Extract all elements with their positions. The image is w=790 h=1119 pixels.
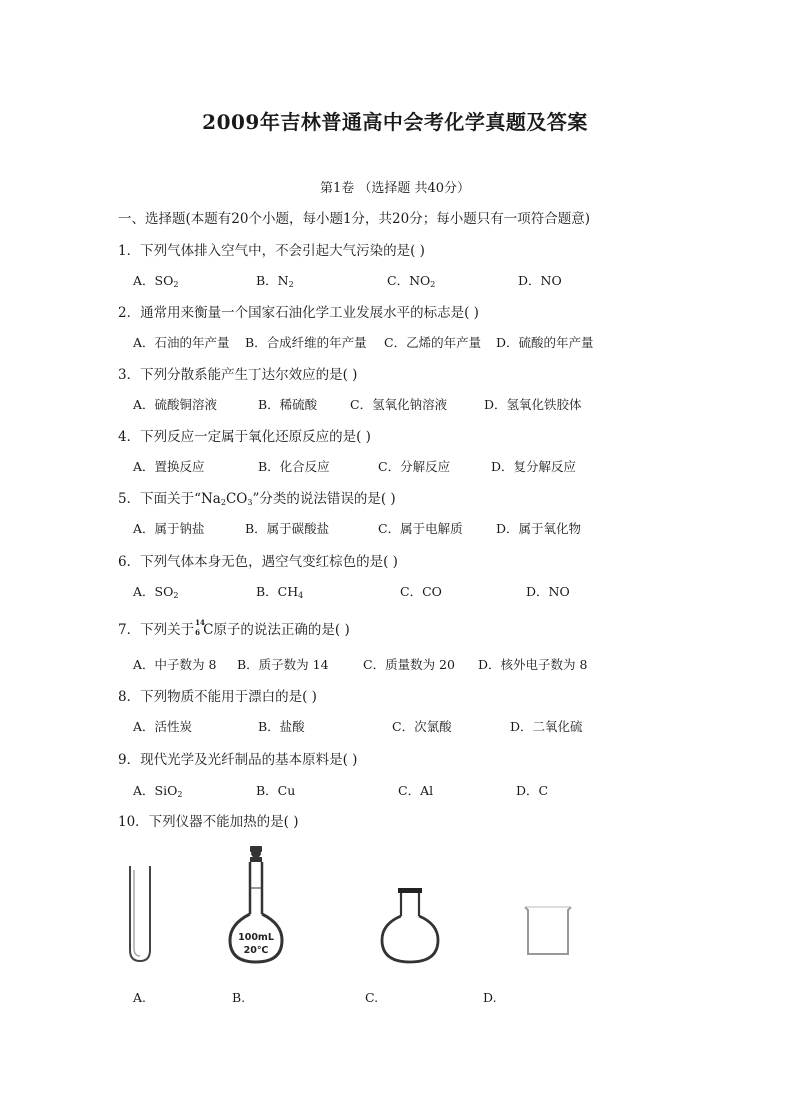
q6-option-c: C．CO bbox=[400, 584, 442, 599]
q4-option-a: A．置换反应 bbox=[133, 459, 205, 474]
q8-option-b: B．盐酸 bbox=[258, 719, 305, 734]
q1-option-d: D．NO bbox=[518, 273, 562, 288]
q5-option-c: C．属于电解质 bbox=[378, 521, 463, 536]
q6-option-b: B．$CH_4$ bbox=[256, 584, 304, 600]
q8-option-c: C．次氯酸 bbox=[392, 719, 452, 734]
test-tube-figure bbox=[126, 862, 154, 966]
question-3: 3．下列分散系能产生丁达尔效应的是( ) bbox=[118, 367, 358, 383]
q3-option-a: A．硫酸铜溶液 bbox=[133, 397, 218, 412]
round-bottom-flask-figure bbox=[378, 886, 442, 966]
q4-option-c: C．分解反应 bbox=[378, 459, 451, 474]
q4-option-d: D．复分解反应 bbox=[491, 459, 577, 474]
q9-option-a: A．SiO$_2$ bbox=[133, 783, 183, 799]
q10-option-b: B. bbox=[232, 990, 246, 1005]
q4-option-b: B．化合反应 bbox=[258, 459, 330, 474]
q10-option-c: C. bbox=[365, 990, 379, 1005]
q7-option-c: C．质量数为 20 bbox=[363, 657, 455, 672]
q8-option-d: D．二氧化硫 bbox=[510, 719, 583, 734]
question-7: 7．下列关于 14 6 C原子的说法正确的是( ) bbox=[118, 618, 350, 638]
q7-option-a: A．中子数为 8 bbox=[133, 657, 217, 672]
section-header: 第1卷 （选择题 共40分） bbox=[319, 181, 471, 196]
nuclide-symbol: 14 6 bbox=[195, 618, 205, 637]
flask-temp-label: 20℃ bbox=[243, 945, 269, 956]
flask-volume-label: 100mL bbox=[238, 932, 274, 943]
q2-option-d: D．硫酸的年产量 bbox=[496, 335, 594, 350]
q9-option-c: C．Al bbox=[398, 783, 434, 798]
q1-option-a: A．$SO_2$ bbox=[133, 273, 179, 289]
question-5: 5．下面关于“$Na_2CO_3$”分类的说法错误的是( ) bbox=[118, 491, 396, 507]
q9-option-d: D．C bbox=[516, 783, 549, 798]
q6-option-d: D．NO bbox=[526, 584, 570, 599]
question-2: 2．通常用来衡量一个国家石油化学工业发展水平的标志是( ) bbox=[118, 305, 479, 321]
document-title: 2009年吉林普通高中会考化学真题及答案 bbox=[202, 110, 588, 134]
q7-option-b: B．质子数为 14 bbox=[237, 657, 329, 672]
question-1: 1．下列气体排入空气中，不会引起大气污染的是( ) bbox=[118, 243, 425, 259]
q9-option-b: B．Cu bbox=[256, 783, 296, 798]
q3-option-d: D．氢氧化铁胶体 bbox=[484, 397, 582, 412]
question-4: 4．下列反应一定属于氧化还原反应的是( ) bbox=[118, 429, 371, 445]
q8-option-a: A．活性炭 bbox=[133, 719, 193, 734]
q10-option-a: A. bbox=[133, 990, 147, 1005]
q10-option-d: D. bbox=[483, 990, 497, 1005]
question-9: 9．现代光学及光纤制品的基本原料是( ) bbox=[118, 752, 358, 768]
instructions: 一、选择题(本题有20个小题，每小题1分，共20分；每小题只有一项符合题意) bbox=[118, 211, 590, 227]
q5-option-d: D．属于氧化物 bbox=[496, 521, 582, 536]
q3-option-c: C．氢氧化钠溶液 bbox=[350, 397, 448, 412]
q2-option-a: A．石油的年产量 bbox=[133, 335, 230, 350]
q1-option-c: C．$NO_2$ bbox=[387, 273, 436, 289]
volumetric-flask-figure bbox=[226, 842, 288, 968]
q5-option-a: A．属于钠盐 bbox=[133, 521, 205, 536]
q5-option-b: B．属于碳酸盐 bbox=[245, 521, 330, 536]
q3-option-b: B．稀硫酸 bbox=[258, 397, 318, 412]
question-6: 6．下列气体本身无色，遇空气变红棕色的是( ) bbox=[118, 554, 398, 570]
q2-option-c: C．乙烯的年产量 bbox=[384, 335, 482, 350]
beaker-figure bbox=[522, 904, 574, 958]
question-8: 8．下列物质不能用于漂白的是( ) bbox=[118, 689, 317, 705]
q7-option-d: D．核外电子数为 8 bbox=[478, 657, 588, 672]
q6-option-a: A．$SO_2$ bbox=[133, 584, 179, 600]
question-10: 10．下列仪器不能加热的是( ) bbox=[118, 814, 299, 830]
q1-option-b: B．$N_2$ bbox=[256, 273, 294, 289]
q2-option-b: B．合成纤维的年产量 bbox=[245, 335, 367, 350]
